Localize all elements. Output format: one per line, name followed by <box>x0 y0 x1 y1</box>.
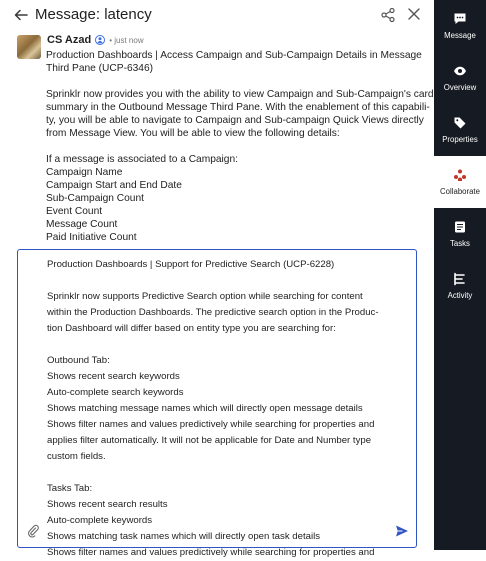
share-icon[interactable] <box>380 7 396 23</box>
right-rail <box>434 0 486 550</box>
activity-icon <box>453 272 467 286</box>
composer-line: Shows filter names and values predictively while searching for properties and <box>47 547 375 558</box>
composer-line: Shows recent search keywords <box>47 371 180 382</box>
header <box>0 0 434 30</box>
list-item: Paid Initiative Count <box>46 232 137 243</box>
list-item: Sub-Campaign Count <box>46 193 144 204</box>
composer-line: applies filter automatically. It will not be applicable for Date and Number type <box>47 435 372 446</box>
composer-line <box>47 465 387 481</box>
verified-user-icon <box>95 35 105 45</box>
message-intro: Sprinklr now provides you with the ability to view Campaign and Sub-Campaign's card summary in the Outbound Message Third Pane. With the enablement of this capabili- ty, you will be able to navigate to Campaign and Sub-campaign Quick Views directly from Message View. You will be able to view the following details: <box>46 89 434 139</box>
page-title: Message: latency <box>35 6 152 23</box>
composer-line <box>47 273 387 289</box>
composer-line: Sprinklr now supports Predictive Search option while searching for content <box>47 291 363 302</box>
message-details-list <box>46 153 416 244</box>
list-item: If a message is associated to a Campaign: <box>46 154 238 165</box>
back-arrow-icon[interactable] <box>12 6 30 24</box>
composer-line: custom fields. <box>47 451 106 462</box>
sender-name[interactable]: CS Azad <box>47 34 92 46</box>
composer-line: Auto-complete keywords <box>47 515 153 526</box>
rail-item-tasks[interactable] <box>434 208 486 260</box>
composer-line <box>47 337 387 353</box>
rail-item-collaborate[interactable] <box>434 156 486 208</box>
composer-line: Shows matching task names which will directly open task details <box>47 531 321 542</box>
rail-label: Overview <box>443 83 477 92</box>
rail-item-overview[interactable] <box>434 52 486 104</box>
composer-line: Tasks Tab: <box>47 483 93 494</box>
rail-label: Properties <box>442 135 478 144</box>
rail-item-activity[interactable] <box>434 260 486 312</box>
rail-item-properties[interactable] <box>434 104 486 156</box>
list-item: Event Count <box>46 206 103 217</box>
list-item: Message Count <box>46 219 118 230</box>
rail-label: Activity <box>447 291 473 300</box>
composer-line: tion Dashboard will differ based on entity type you are searching for: <box>47 323 336 334</box>
message-pane <box>0 30 434 242</box>
close-icon[interactable] <box>407 7 421 21</box>
composer-line: Shows matching message names which will directly open message details <box>47 403 363 414</box>
reply-composer[interactable] <box>17 249 417 558</box>
tag-icon <box>453 116 467 130</box>
composer-line: Outbound Tab: <box>47 355 110 366</box>
list-item: Campaign Name <box>46 167 123 178</box>
people-icon <box>453 168 467 182</box>
message-heading: Production Dashboards | Access Campaign and Sub-Campaign Details in Message Third Pane (UCP-6346) <box>46 50 422 74</box>
sender-row <box>47 34 144 46</box>
composer-line: Production Dashboards | Support for Predictive Search (UCP-6228) <box>47 259 335 270</box>
message-timestamp: • just now <box>109 35 144 45</box>
tasks-icon <box>453 220 467 234</box>
rail-label: Tasks <box>450 239 470 248</box>
rail-item-message[interactable] <box>434 0 486 52</box>
send-icon[interactable] <box>395 524 409 538</box>
message-icon <box>453 12 467 26</box>
avatar <box>17 35 41 59</box>
list-item: Campaign Start and End Date <box>46 180 182 191</box>
rail-label: Message <box>444 31 476 40</box>
composer-line: Auto-complete search keywords <box>47 387 184 398</box>
composer-line: Shows recent search results <box>47 499 168 510</box>
attachment-icon[interactable] <box>27 524 39 538</box>
eye-icon <box>453 64 467 78</box>
composer-line: Shows filter names and values predictively while searching for properties and <box>47 419 375 430</box>
rail-label: Collaborate <box>440 187 480 196</box>
composer-text[interactable] <box>47 257 387 561</box>
composer-line: within the Production Dashboards. The predictive search option in the Produc- <box>47 307 379 318</box>
message-body <box>46 49 434 257</box>
